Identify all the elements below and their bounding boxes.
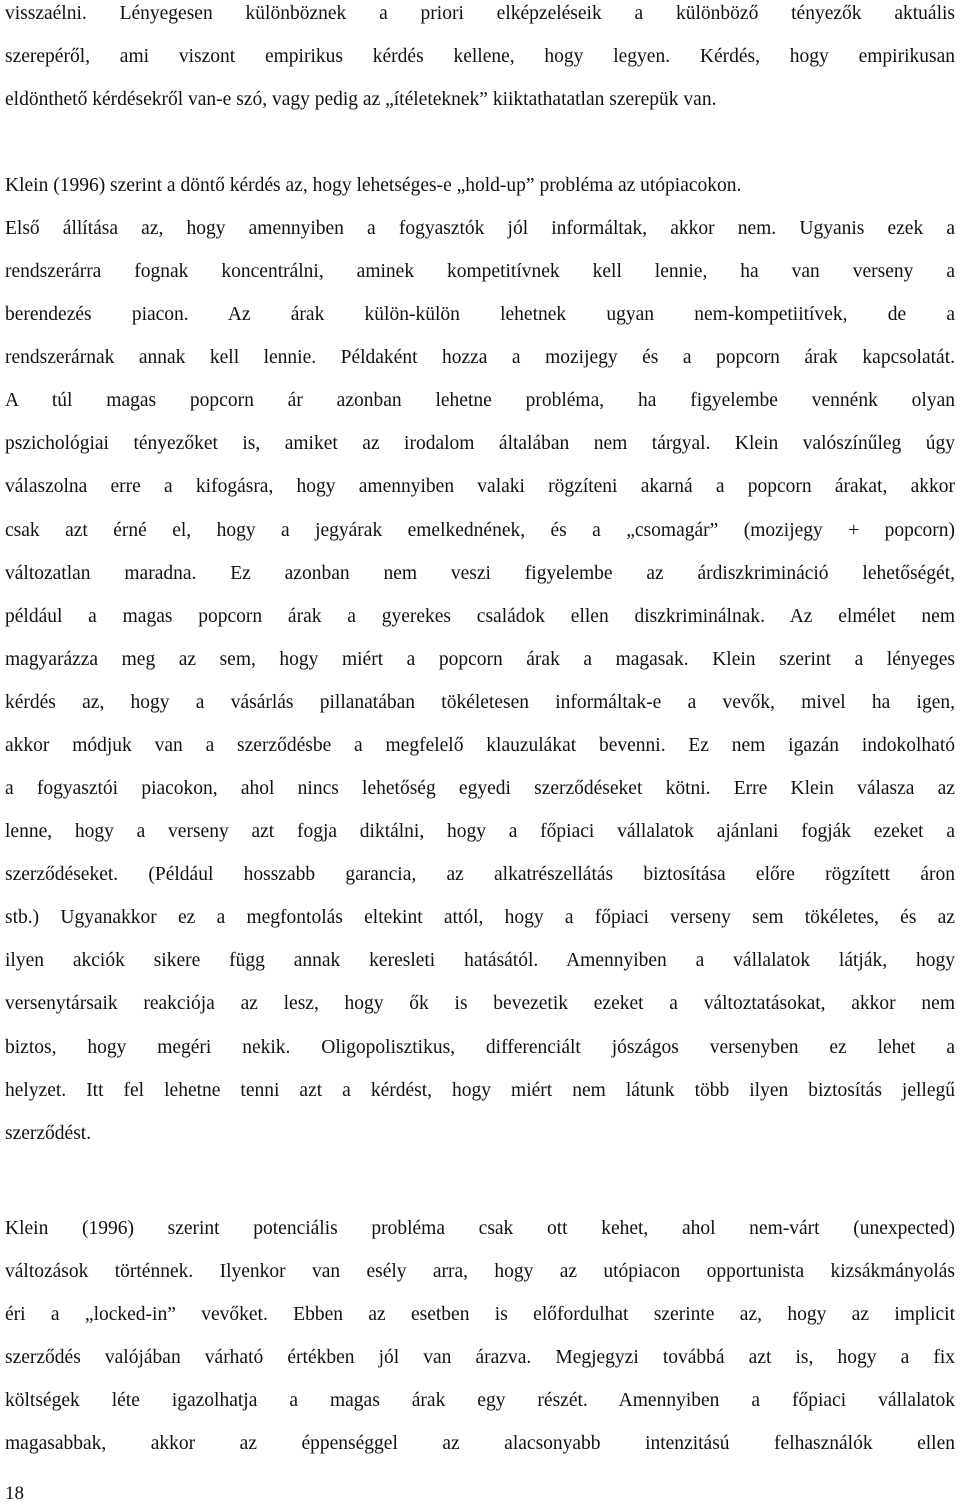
text-line: visszaélni. Lényegesen különböznek a priori elképzeléseik a különböző tényezők aktuális	[5, 3, 955, 24]
page-number: 18	[5, 1483, 24, 1504]
text-line: versenytársaik reakciója az lesz, hogy ők is bevezetik ezeket a változtatásokat, akkor nem	[5, 993, 955, 1014]
text-line: akkor módjuk van a szerződésbe a megfelelő klauzulákat bevenni. Ez nem igazán indokolható	[5, 735, 955, 756]
text-line: eldönthető kérdésekről van-e szó, vagy pedig az „ítéleteknek” kiiktathatatlan szerepük van.	[5, 89, 717, 110]
text-line: magyarázza meg az sem, hogy miért a popcorn árak a magasak. Klein szerint a lényeges	[5, 649, 955, 670]
text-line: szerződés valójában várható értékben jól van árazva. Megjegyzi továbbá azt is, hogy a fix	[5, 1347, 955, 1368]
text-line: pszichológiai tényezőket is, amiket az irodalom általában nem tárgyal. Klein valószínűleg úgy	[5, 433, 955, 454]
text-line: szerepéről, ami viszont empirikus kérdés kellene, hogy legyen. Kérdés, hogy empirikusan	[5, 46, 955, 67]
text-line: lenne, hogy a verseny azt fogja diktálni, hogy a főpiaci vállalatok ajánlani fogják ezeket a	[5, 821, 955, 842]
text-line: változások történnek. Ilyenkor van esély arra, hogy az utópiacon opportunista kizsákmányolás	[5, 1261, 955, 1282]
text-line: rendszerárnak annak kell lennie. Példaként hozza a mozijegy és a popcorn árak kapcsolatát.	[5, 347, 955, 368]
text-line: A túl magas popcorn ár azonban lehetne probléma, ha figyelembe vennénk olyan	[5, 390, 955, 411]
text-line: kérdés az, hogy a vásárlás pillanatában tökéletesen informáltak-e a vevők, mivel ha igen,	[5, 692, 955, 713]
text-line: berendezés piacon. Az árak külön-külön lehetnek ugyan nem-kompetiitívek, de a	[5, 304, 955, 325]
text-line: változatlan maradna. Ez azonban nem veszi figyelembe az árdiszkrimináció lehetőségét,	[5, 563, 955, 584]
text-line: Klein (1996) szerint potenciális probléma csak ott kehet, ahol nem-várt (unexpected)	[5, 1218, 955, 1239]
text-line: a fogyasztói piacokon, ahol nincs lehetőség egyedi szerződéseket kötni. Erre Klein válasza az	[5, 778, 955, 799]
text-line: éri a „locked-in” vevőket. Ebben az esetben is előfordulhat szerinte az, hogy az implicit	[5, 1304, 955, 1325]
text-line: csak azt érné el, hogy a jegyárak emelkednének, és a „csomagár” (mozijegy + popcorn)	[5, 520, 955, 541]
text-line: szerződést.	[5, 1123, 92, 1144]
text-line: költségek léte igazolhatja a magas árak egy részét. Amennyiben a főpiaci vállalatok	[5, 1390, 955, 1411]
text-line: rendszerárra fognak koncentrálni, aminek kompetitívnek kell lennie, ha van verseny a	[5, 261, 955, 282]
text-line: Első állítása az, hogy amennyiben a fogyasztók jól informáltak, akkor nem. Ugyanis ezek a	[5, 218, 955, 239]
text-line: magasabbak, akkor az éppenséggel az alacsonyabb intenzitású felhasználók ellen	[5, 1433, 955, 1454]
text-line: Klein (1996) szerint a döntő kérdés az, hogy lehetséges-e „hold-up” probléma az utópiacokon.	[5, 175, 742, 196]
text-line: szerződéseket. (Például hosszabb garancia, az alkatrészellátás biztosítása előre rögzített áron	[5, 864, 955, 885]
text-line: például a magas popcorn árak a gyerekes családok ellen diszkriminálnak. Az elmélet nem	[5, 606, 955, 627]
text-line: ilyen akciók sikere függ annak keresleti hatásától. Amennyiben a vállalatok látják, hogy	[5, 950, 955, 971]
text-line: válaszolna erre a kifogásra, hogy amennyiben valaki rögzíteni akarná a popcorn árakat, akkor	[5, 476, 955, 497]
text-line: stb.) Ugyanakkor ez a megfontolás eltekint attól, hogy a főpiaci verseny sem tökéletes, és az	[5, 907, 955, 928]
text-line: biztos, hogy megéri nekik. Oligopolisztikus, differenciált jószágos versenyben ez lehet a	[5, 1037, 955, 1058]
text-line: helyzet. Itt fel lehetne tenni azt a kérdést, hogy miért nem látunk több ilyen biztosítás jellegű	[5, 1080, 955, 1101]
